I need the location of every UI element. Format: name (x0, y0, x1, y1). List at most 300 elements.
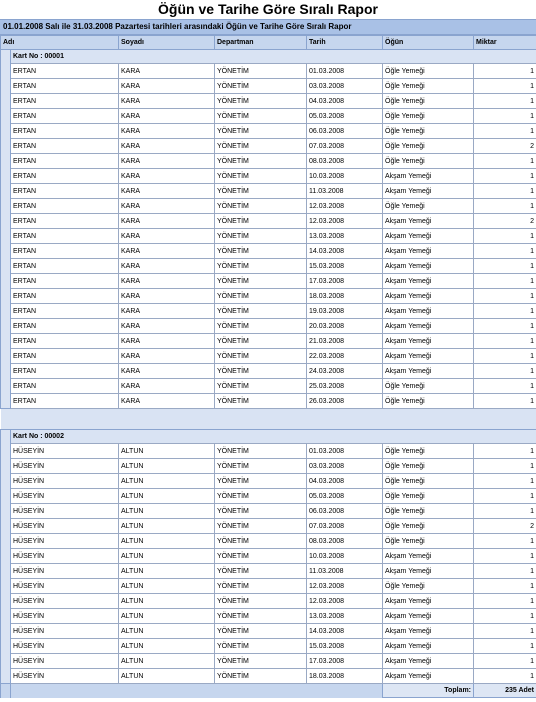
cell-miktar: 1 (474, 274, 536, 289)
cell-miktar: 1 (474, 79, 536, 94)
cell-tarih: 12.03.2008 (307, 214, 383, 229)
cell-adi: HÜSEYİN (11, 669, 119, 684)
cell-miktar: 1 (474, 594, 536, 609)
cell-adi: ERTAN (11, 229, 119, 244)
cell-soyadi: KARA (119, 139, 215, 154)
cell-departman: YÖNETİM (215, 564, 307, 579)
cell-ogun: Akşam Yemeği (383, 184, 474, 199)
cell-departman: YÖNETİM (215, 609, 307, 624)
cell-tarih: 01.03.2008 (307, 64, 383, 79)
table-row (1, 244, 536, 259)
row-gutter (1, 594, 11, 609)
cell-tarih: 03.03.2008 (307, 79, 383, 94)
table-row (1, 319, 536, 334)
cell-departman: YÖNETİM (215, 364, 307, 379)
cell-adi: ERTAN (11, 379, 119, 394)
row-gutter (1, 564, 11, 579)
cell-miktar: 1 (474, 154, 536, 169)
cell-departman: YÖNETİM (215, 549, 307, 564)
cell-tarih: 08.03.2008 (307, 154, 383, 169)
cell-adi: HÜSEYİN (11, 459, 119, 474)
table-row (1, 139, 536, 154)
cell-ogun: Öğle Yemeği (383, 379, 474, 394)
cell-departman: YÖNETİM (215, 169, 307, 184)
cell-soyadi: ALTUN (119, 459, 215, 474)
row-gutter (1, 154, 11, 169)
column-header-adi: Adı (1, 36, 119, 50)
cell-adi: HÜSEYİN (11, 624, 119, 639)
cell-soyadi: ALTUN (119, 579, 215, 594)
cell-miktar: 1 (474, 564, 536, 579)
cell-adi: ERTAN (11, 124, 119, 139)
cell-departman: YÖNETİM (215, 289, 307, 304)
column-header-ogun: Öğün (383, 36, 474, 50)
cell-departman: YÖNETİM (215, 184, 307, 199)
cell-adi: ERTAN (11, 319, 119, 334)
table-row (1, 334, 536, 349)
row-gutter (1, 349, 11, 364)
cell-ogun: Öğle Yemeği (383, 139, 474, 154)
cell-adi: ERTAN (11, 244, 119, 259)
cell-tarih: 14.03.2008 (307, 624, 383, 639)
table-row (1, 394, 536, 409)
row-gutter (1, 199, 11, 214)
cell-miktar: 1 (474, 304, 536, 319)
cell-soyadi: ALTUN (119, 504, 215, 519)
cell-ogun: Akşam Yemeği (383, 594, 474, 609)
cell-tarih: 26.03.2008 (307, 394, 383, 409)
cell-miktar: 1 (474, 199, 536, 214)
cell-soyadi: KARA (119, 184, 215, 199)
cell-tarih: 04.03.2008 (307, 474, 383, 489)
row-gutter (1, 319, 11, 334)
cell-soyadi: ALTUN (119, 489, 215, 504)
cell-soyadi: KARA (119, 274, 215, 289)
cell-adi: HÜSEYİN (11, 504, 119, 519)
table-row (1, 579, 536, 594)
total-label: Toplam: (383, 684, 474, 698)
cell-ogun: Öğle Yemeği (383, 79, 474, 94)
table-row (1, 459, 536, 474)
table-row (1, 229, 536, 244)
cell-soyadi: ALTUN (119, 564, 215, 579)
cell-adi: ERTAN (11, 334, 119, 349)
cell-soyadi: KARA (119, 364, 215, 379)
cell-ogun: Akşam Yemeği (383, 654, 474, 669)
row-gutter (1, 214, 11, 229)
cell-ogun: Akşam Yemeği (383, 304, 474, 319)
cell-tarih: 06.03.2008 (307, 124, 383, 139)
table-row (1, 349, 536, 364)
row-gutter (1, 394, 11, 409)
group-header (1, 50, 536, 64)
cell-adi: HÜSEYİN (11, 444, 119, 459)
cell-miktar: 2 (474, 139, 536, 154)
cell-adi: HÜSEYİN (11, 609, 119, 624)
group-separator-cell (1, 409, 536, 430)
table-row (1, 474, 536, 489)
cell-departman: YÖNETİM (215, 639, 307, 654)
cell-soyadi: ALTUN (119, 444, 215, 459)
cell-adi: ERTAN (11, 199, 119, 214)
row-gutter (1, 109, 11, 124)
cell-tarih: 12.03.2008 (307, 579, 383, 594)
cell-soyadi: ALTUN (119, 594, 215, 609)
cell-ogun: Akşam Yemeği (383, 319, 474, 334)
column-header-soyadi: Soyadı (119, 36, 215, 50)
cell-departman: YÖNETİM (215, 334, 307, 349)
cell-departman: YÖNETİM (215, 444, 307, 459)
group-separator (1, 409, 536, 430)
row-gutter (1, 304, 11, 319)
cell-departman: YÖNETİM (215, 379, 307, 394)
cell-tarih: 10.03.2008 (307, 549, 383, 564)
cell-ogun: Öğle Yemeği (383, 124, 474, 139)
row-gutter (1, 229, 11, 244)
cell-miktar: 1 (474, 94, 536, 109)
cell-tarih: 18.03.2008 (307, 669, 383, 684)
cell-departman: YÖNETİM (215, 394, 307, 409)
cell-miktar: 1 (474, 259, 536, 274)
cell-ogun: Akşam Yemeği (383, 669, 474, 684)
cell-ogun: Öğle Yemeği (383, 459, 474, 474)
cell-tarih: 12.03.2008 (307, 594, 383, 609)
cell-tarih: 01.03.2008 (307, 444, 383, 459)
cell-ogun: Akşam Yemeği (383, 259, 474, 274)
cell-miktar: 1 (474, 579, 536, 594)
row-gutter (1, 169, 11, 184)
cell-departman: YÖNETİM (215, 79, 307, 94)
row-gutter (1, 94, 11, 109)
cell-departman: YÖNETİM (215, 504, 307, 519)
cell-miktar: 1 (474, 334, 536, 349)
table-row (1, 364, 536, 379)
cell-tarih: 05.03.2008 (307, 109, 383, 124)
cell-departman: YÖNETİM (215, 274, 307, 289)
cell-tarih: 08.03.2008 (307, 534, 383, 549)
cell-departman: YÖNETİM (215, 229, 307, 244)
cell-tarih: 18.03.2008 (307, 289, 383, 304)
cell-ogun: Öğle Yemeği (383, 109, 474, 124)
cell-adi: ERTAN (11, 184, 119, 199)
group-label: Kart No : 00001 (11, 50, 536, 64)
cell-adi: HÜSEYİN (11, 654, 119, 669)
table-row (1, 669, 536, 684)
footer-spacer (11, 684, 383, 698)
cell-adi: HÜSEYİN (11, 564, 119, 579)
cell-soyadi: KARA (119, 349, 215, 364)
cell-departman: YÖNETİM (215, 199, 307, 214)
report-body (1, 50, 536, 684)
column-header-tarih: Tarih (307, 36, 383, 50)
group-header (1, 430, 536, 444)
cell-soyadi: KARA (119, 169, 215, 184)
cell-ogun: Öğle Yemeği (383, 504, 474, 519)
cell-ogun: Akşam Yemeği (383, 364, 474, 379)
cell-adi: HÜSEYİN (11, 534, 119, 549)
cell-tarih: 15.03.2008 (307, 639, 383, 654)
table-row (1, 199, 536, 214)
table-row (1, 654, 536, 669)
cell-soyadi: KARA (119, 319, 215, 334)
table-row (1, 79, 536, 94)
cell-miktar: 1 (474, 489, 536, 504)
cell-ogun: Akşam Yemeği (383, 289, 474, 304)
row-gutter (1, 474, 11, 489)
table-row (1, 639, 536, 654)
cell-ogun: Akşam Yemeği (383, 609, 474, 624)
cell-departman: YÖNETİM (215, 579, 307, 594)
cell-soyadi: KARA (119, 259, 215, 274)
cell-soyadi: KARA (119, 379, 215, 394)
cell-miktar: 1 (474, 184, 536, 199)
report-title: Öğün ve Tarihe Göre Sıralı Rapor (158, 1, 378, 17)
cell-miktar: 1 (474, 364, 536, 379)
table-row (1, 624, 536, 639)
cell-soyadi: ALTUN (119, 669, 215, 684)
cell-soyadi: KARA (119, 64, 215, 79)
cell-adi: ERTAN (11, 139, 119, 154)
cell-tarih: 05.03.2008 (307, 489, 383, 504)
cell-miktar: 1 (474, 244, 536, 259)
cell-ogun: Öğle Yemeği (383, 64, 474, 79)
cell-adi: ERTAN (11, 64, 119, 79)
cell-miktar: 1 (474, 64, 536, 79)
cell-departman: YÖNETİM (215, 109, 307, 124)
cell-adi: ERTAN (11, 79, 119, 94)
table-row (1, 154, 536, 169)
cell-departman: YÖNETİM (215, 624, 307, 639)
cell-soyadi: ALTUN (119, 639, 215, 654)
table-row (1, 169, 536, 184)
cell-adi: HÜSEYİN (11, 474, 119, 489)
cell-ogun: Akşam Yemeği (383, 564, 474, 579)
cell-soyadi: KARA (119, 304, 215, 319)
cell-adi: ERTAN (11, 109, 119, 124)
cell-ogun: Akşam Yemeği (383, 349, 474, 364)
cell-miktar: 1 (474, 289, 536, 304)
cell-tarih: 13.03.2008 (307, 229, 383, 244)
cell-miktar: 1 (474, 229, 536, 244)
cell-miktar: 1 (474, 319, 536, 334)
cell-miktar: 1 (474, 109, 536, 124)
cell-tarih: 22.03.2008 (307, 349, 383, 364)
row-gutter (1, 639, 11, 654)
cell-departman: YÖNETİM (215, 139, 307, 154)
cell-miktar: 1 (474, 394, 536, 409)
footer-gutter (1, 684, 11, 698)
cell-soyadi: ALTUN (119, 654, 215, 669)
cell-miktar: 1 (474, 459, 536, 474)
cell-tarih: 11.03.2008 (307, 184, 383, 199)
cell-soyadi: KARA (119, 94, 215, 109)
table-row (1, 609, 536, 624)
cell-ogun: Öğle Yemeği (383, 534, 474, 549)
cell-adi: ERTAN (11, 394, 119, 409)
table-row (1, 304, 536, 319)
table-row (1, 519, 536, 534)
cell-ogun: Öğle Yemeği (383, 474, 474, 489)
cell-miktar: 1 (474, 549, 536, 564)
cell-miktar: 1 (474, 504, 536, 519)
cell-ogun: Akşam Yemeği (383, 229, 474, 244)
total-value: 235 Adet (474, 684, 536, 698)
row-gutter (1, 504, 11, 519)
cell-departman: YÖNETİM (215, 534, 307, 549)
cell-departman: YÖNETİM (215, 154, 307, 169)
group-label: Kart No : 00002 (11, 430, 536, 444)
row-gutter (1, 184, 11, 199)
cell-ogun: Akşam Yemeği (383, 244, 474, 259)
cell-departman: YÖNETİM (215, 669, 307, 684)
cell-tarih: 03.03.2008 (307, 459, 383, 474)
cell-adi: HÜSEYİN (11, 489, 119, 504)
cell-soyadi: ALTUN (119, 624, 215, 639)
row-gutter (1, 274, 11, 289)
row-gutter (1, 244, 11, 259)
cell-soyadi: ALTUN (119, 519, 215, 534)
cell-ogun: Öğle Yemeği (383, 444, 474, 459)
table-row (1, 444, 536, 459)
row-gutter (1, 579, 11, 594)
cell-ogun: Öğle Yemeği (383, 579, 474, 594)
cell-departman: YÖNETİM (215, 124, 307, 139)
row-gutter (1, 64, 11, 79)
cell-tarih: 19.03.2008 (307, 304, 383, 319)
table-row (1, 549, 536, 564)
cell-miktar: 1 (474, 474, 536, 489)
cell-ogun: Akşam Yemeği (383, 624, 474, 639)
cell-miktar: 2 (474, 214, 536, 229)
cell-soyadi: KARA (119, 79, 215, 94)
cell-tarih: 24.03.2008 (307, 364, 383, 379)
cell-soyadi: KARA (119, 289, 215, 304)
cell-ogun: Akşam Yemeği (383, 549, 474, 564)
cell-departman: YÖNETİM (215, 319, 307, 334)
table-row (1, 504, 536, 519)
cell-departman: YÖNETİM (215, 259, 307, 274)
cell-adi: HÜSEYİN (11, 594, 119, 609)
row-gutter (1, 289, 11, 304)
table-row (1, 94, 536, 109)
row-gutter (1, 609, 11, 624)
column-header-miktar: Miktar (474, 36, 536, 50)
cell-departman: YÖNETİM (215, 244, 307, 259)
cell-miktar: 1 (474, 609, 536, 624)
cell-departman: YÖNETİM (215, 459, 307, 474)
cell-soyadi: ALTUN (119, 609, 215, 624)
table-row (1, 564, 536, 579)
cell-miktar: 1 (474, 624, 536, 639)
row-gutter (1, 519, 11, 534)
cell-departman: YÖNETİM (215, 654, 307, 669)
group-gutter (1, 430, 11, 444)
row-gutter (1, 259, 11, 274)
cell-soyadi: KARA (119, 394, 215, 409)
cell-adi: ERTAN (11, 154, 119, 169)
cell-ogun: Akşam Yemeği (383, 214, 474, 229)
cell-departman: YÖNETİM (215, 64, 307, 79)
row-gutter (1, 139, 11, 154)
cell-miktar: 1 (474, 534, 536, 549)
table-row (1, 379, 536, 394)
cell-adi: HÜSEYİN (11, 579, 119, 594)
cell-departman: YÖNETİM (215, 304, 307, 319)
cell-ogun: Akşam Yemeği (383, 334, 474, 349)
cell-adi: HÜSEYİN (11, 639, 119, 654)
cell-miktar: 1 (474, 379, 536, 394)
row-gutter (1, 444, 11, 459)
table-row (1, 274, 536, 289)
cell-tarih: 07.03.2008 (307, 519, 383, 534)
cell-adi: ERTAN (11, 304, 119, 319)
group-gutter (1, 50, 11, 64)
cell-departman: YÖNETİM (215, 594, 307, 609)
column-header-row (1, 36, 536, 50)
row-gutter (1, 534, 11, 549)
report-table (0, 35, 536, 698)
table-row (1, 124, 536, 139)
cell-departman: YÖNETİM (215, 349, 307, 364)
row-gutter (1, 334, 11, 349)
cell-adi: ERTAN (11, 289, 119, 304)
cell-miktar: 1 (474, 349, 536, 364)
table-row (1, 594, 536, 609)
cell-adi: ERTAN (11, 214, 119, 229)
cell-tarih: 15.03.2008 (307, 259, 383, 274)
cell-miktar: 1 (474, 444, 536, 459)
row-gutter (1, 124, 11, 139)
cell-tarih: 17.03.2008 (307, 274, 383, 289)
cell-ogun: Öğle Yemeği (383, 94, 474, 109)
cell-tarih: 25.03.2008 (307, 379, 383, 394)
cell-miktar: 1 (474, 654, 536, 669)
cell-ogun: Öğle Yemeği (383, 489, 474, 504)
cell-adi: ERTAN (11, 364, 119, 379)
table-row (1, 534, 536, 549)
cell-ogun: Öğle Yemeği (383, 394, 474, 409)
row-gutter (1, 624, 11, 639)
cell-soyadi: KARA (119, 154, 215, 169)
cell-tarih: 21.03.2008 (307, 334, 383, 349)
cell-tarih: 20.03.2008 (307, 319, 383, 334)
cell-adi: ERTAN (11, 274, 119, 289)
cell-ogun: Öğle Yemeği (383, 519, 474, 534)
cell-soyadi: KARA (119, 229, 215, 244)
cell-departman: YÖNETİM (215, 94, 307, 109)
cell-ogun: Öğle Yemeği (383, 199, 474, 214)
table-row (1, 184, 536, 199)
cell-tarih: 07.03.2008 (307, 139, 383, 154)
table-row (1, 259, 536, 274)
cell-miktar: 1 (474, 669, 536, 684)
row-gutter (1, 364, 11, 379)
cell-ogun: Akşam Yemeği (383, 274, 474, 289)
cell-adi: ERTAN (11, 349, 119, 364)
cell-soyadi: ALTUN (119, 474, 215, 489)
table-row (1, 64, 536, 79)
row-gutter (1, 79, 11, 94)
row-gutter (1, 459, 11, 474)
cell-tarih: 13.03.2008 (307, 609, 383, 624)
cell-departman: YÖNETİM (215, 474, 307, 489)
row-gutter (1, 489, 11, 504)
table-row (1, 289, 536, 304)
cell-soyadi: KARA (119, 109, 215, 124)
cell-tarih: 12.03.2008 (307, 199, 383, 214)
cell-adi: ERTAN (11, 259, 119, 274)
cell-soyadi: KARA (119, 244, 215, 259)
